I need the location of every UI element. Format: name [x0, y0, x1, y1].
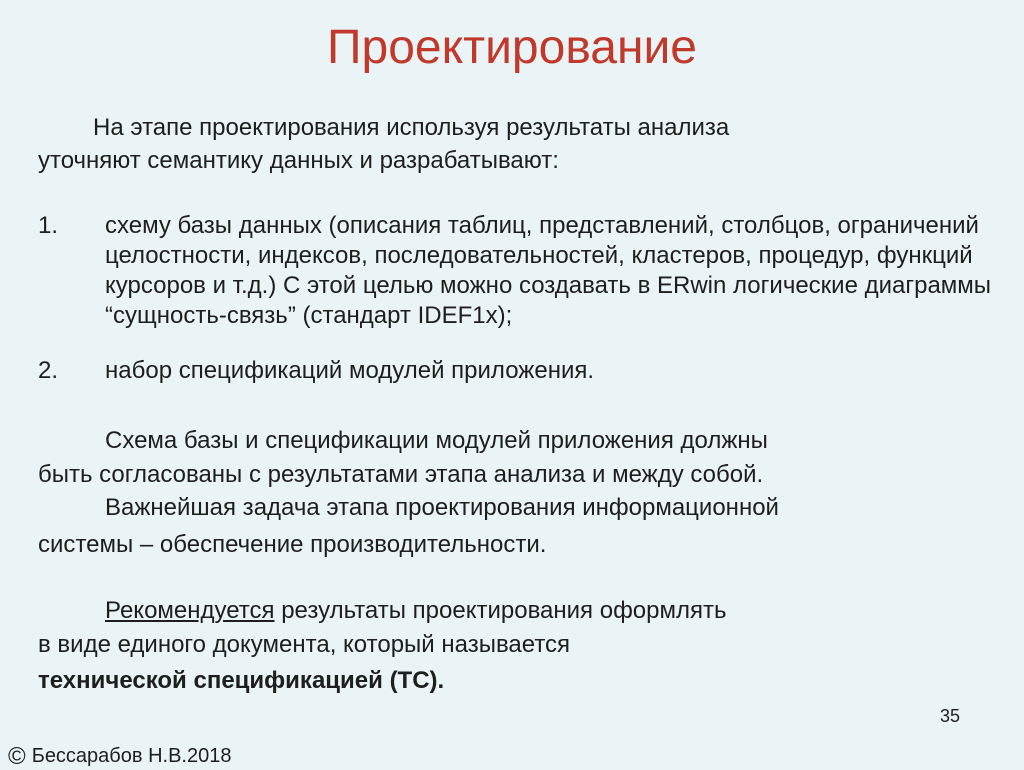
- slide-title: Проектирование: [327, 21, 697, 74]
- list-item-number: 1.: [38, 212, 59, 239]
- intro-line-2: уточняют семантику данных и разрабатывают:: [38, 147, 559, 174]
- paragraph-4-line-1: [105, 596, 727, 626]
- footer-author: Бессарабов Н.В.2018: [31, 745, 232, 767]
- recommended-word: Рекомендуется: [105, 597, 275, 624]
- list-item-text: схему базы данных (описания таблиц, представлений, столбцов, ограничений целостности, индексов, последовательностей, кластеров, процедур, функций курсоров и т.д.) С этой целью можно создавать в ERwin логические диаграммы “сущность-связь” (стандарт IDEF1x);: [105, 212, 992, 329]
- paragraph-3-line-2: системы – обеспечение производительности.: [38, 531, 547, 558]
- copyright-icon: ©: [8, 743, 26, 770]
- paragraph-2-line-1: Схема базы и спецификации модулей приложения должны: [105, 427, 768, 454]
- page-number: 35: [940, 706, 961, 726]
- intro-line-1: На этапе проектирования используя результаты анализа: [93, 114, 730, 141]
- footer: [8, 744, 231, 769]
- paragraph-4-line-2: в виде единого документа, который называется: [38, 631, 571, 658]
- paragraph-4-line-1-rest: результаты проектирования оформлять: [274, 597, 727, 624]
- paragraph-2-line-2: быть согласованы с результатами этапа анализа и между собой.: [38, 461, 764, 488]
- list-item-number: 2.: [38, 357, 59, 384]
- paragraph-3-line-1: Важнейшая задача этапа проектирования информационной: [105, 494, 779, 521]
- list-item-text: набор спецификаций модулей приложения.: [105, 357, 595, 384]
- paragraph-4-line-3: технической спецификацией (ТС).: [38, 667, 445, 694]
